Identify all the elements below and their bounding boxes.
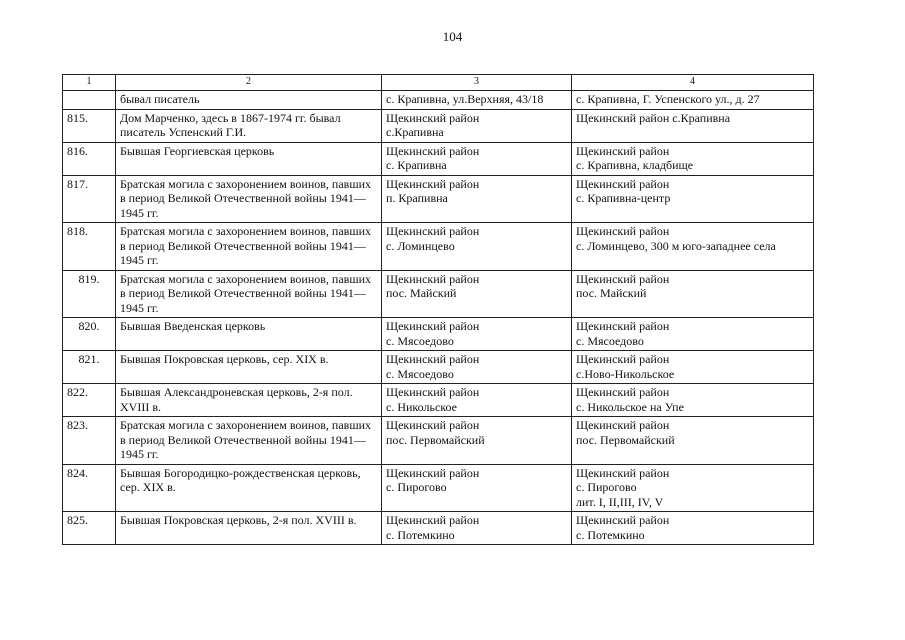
table-row: [63, 270, 814, 318]
location-cell: Щекинский район пос. Майский: [382, 270, 572, 318]
object-name-cell: Братская могила с захоронением воинов, павших в период Великой Отечественной войны 1941—1945 гг.: [116, 270, 382, 318]
table-row: [63, 384, 814, 417]
location-cell: Щекинский район с.Крапивна: [382, 109, 572, 142]
table-body: [63, 91, 814, 545]
table-row: [63, 223, 814, 271]
heritage-registry-table: [62, 74, 814, 545]
row-number-cell: [63, 91, 116, 110]
address-cell: Щекинский район с. Крапивна, кладбище: [572, 142, 814, 175]
table-row: [63, 351, 814, 384]
table-row: [63, 175, 814, 223]
address-cell: Щекинский район с. Ломинцево, 300 м юго-западнее села: [572, 223, 814, 271]
address-cell: Щекинский район с. Потемкино: [572, 512, 814, 545]
object-name-cell: Дом Марченко, здесь в 1867-1974 гг. бывал писатель Успенский Г.И.: [116, 109, 382, 142]
location-cell: Щекинский район с. Пирогово: [382, 464, 572, 512]
object-name-cell: Братская могила с захоронением воинов, павших в период Великой Отечественной войны 1941—1945 гг.: [116, 223, 382, 271]
table-row: [63, 417, 814, 465]
table-row: [63, 464, 814, 512]
table-row: [63, 142, 814, 175]
address-cell: Щекинский район с. Никольское на Упе: [572, 384, 814, 417]
object-name-cell: Братская могила с захоронением воинов, павших в период Великой Отечественной войны 1941—1945 гг.: [116, 417, 382, 465]
location-cell: с. Крапивна, ул.Верхняя, 43/18: [382, 91, 572, 110]
row-number-cell: 818.: [63, 223, 116, 271]
row-number-cell: 821.: [63, 351, 116, 384]
address-cell: Щекинский район с. Крапивна-центр: [572, 175, 814, 223]
location-cell: Щекинский район с. Ломинцево: [382, 223, 572, 271]
address-cell: Щекинский район пос. Майский: [572, 270, 814, 318]
object-name-cell: бывал писатель: [116, 91, 382, 110]
table-row: [63, 91, 814, 110]
address-cell: Щекинский район пос. Первомайский: [572, 417, 814, 465]
row-number-cell: 823.: [63, 417, 116, 465]
table-row: [63, 109, 814, 142]
location-cell: Щекинский район пос. Первомайский: [382, 417, 572, 465]
row-number-cell: 817.: [63, 175, 116, 223]
location-cell: Щекинский район с. Мясоедово: [382, 318, 572, 351]
row-number-cell: 816.: [63, 142, 116, 175]
row-number-cell: 815.: [63, 109, 116, 142]
row-number-cell: 820.: [63, 318, 116, 351]
address-cell: Щекинский район с.Ново-Никольское: [572, 351, 814, 384]
object-name-cell: Бывшая Георгиевская церковь: [116, 142, 382, 175]
location-cell: Щекинский район с. Мясоедово: [382, 351, 572, 384]
row-number-cell: 822.: [63, 384, 116, 417]
row-number-cell: 819.: [63, 270, 116, 318]
table-header-row: [63, 75, 814, 91]
address-cell: с. Крапивна, Г. Успенского ул., д. 27: [572, 91, 814, 110]
table-row: [63, 318, 814, 351]
column-header-2: 2: [116, 75, 382, 91]
object-name-cell: Бывшая Богородицко-рождественская церковь, сер. XIX в.: [116, 464, 382, 512]
object-name-cell: Братская могила с захоронением воинов, павших в период Великой Отечественной войны 1941—1945 гг.: [116, 175, 382, 223]
page-number: 104: [442, 29, 463, 44]
location-cell: Щекинский район с. Никольское: [382, 384, 572, 417]
object-name-cell: Бывшая Покровская церковь, сер. XIX в.: [116, 351, 382, 384]
row-number-cell: 824.: [63, 464, 116, 512]
location-cell: Щекинский район с. Потемкино: [382, 512, 572, 545]
table-row: [63, 512, 814, 545]
object-name-cell: Бывшая Введенская церковь: [116, 318, 382, 351]
address-cell: Щекинский район с. Пирогово лит. I, II,III, IV, V: [572, 464, 814, 512]
row-number-cell: 825.: [63, 512, 116, 545]
object-name-cell: Бывшая Покровская церковь, 2-я пол. XVIII в.: [116, 512, 382, 545]
column-header-4: 4: [572, 75, 814, 91]
object-name-cell: Бывшая Александроневская церковь, 2-я пол. XVIII в.: [116, 384, 382, 417]
address-cell: Щекинский район с. Мясоедово: [572, 318, 814, 351]
location-cell: Щекинский район п. Крапивна: [382, 175, 572, 223]
column-header-3: 3: [382, 75, 572, 91]
address-cell: Щекинский район с.Крапивна: [572, 109, 814, 142]
column-header-1: 1: [63, 75, 116, 91]
location-cell: Щекинский район с. Крапивна: [382, 142, 572, 175]
